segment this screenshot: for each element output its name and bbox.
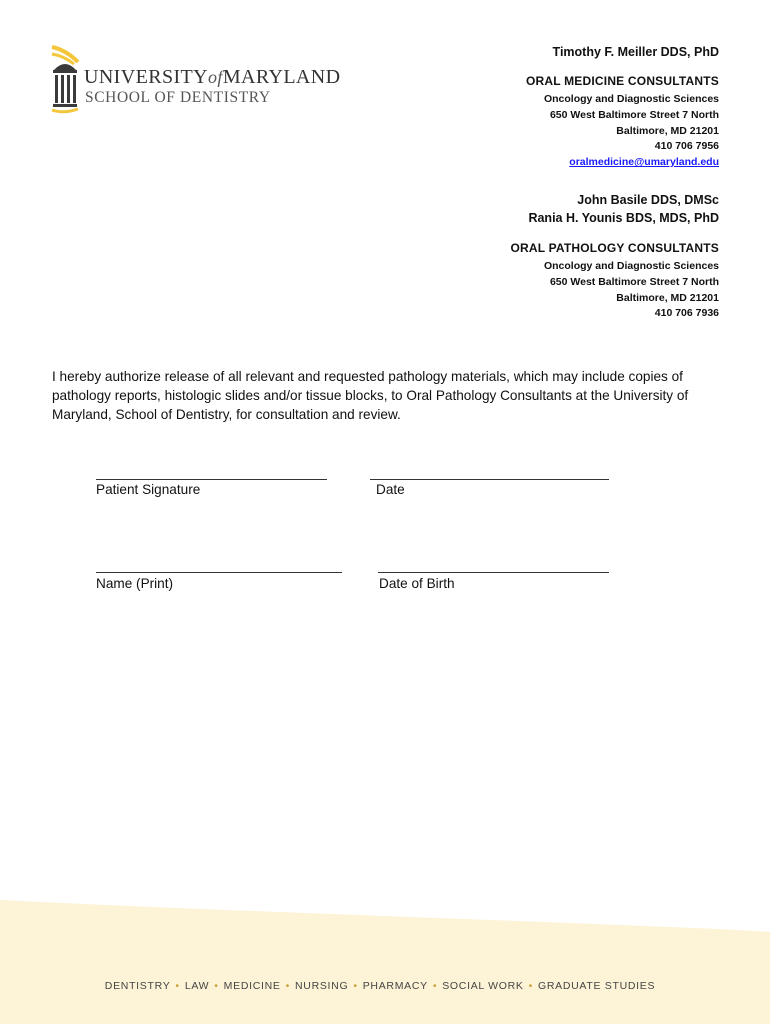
oral-pathology-city: Baltimore, MD 21201 [616, 291, 719, 304]
oral-medicine-phone: 410 706 7956 [654, 140, 719, 153]
oral-pathology-phone: 410 706 7936 [654, 307, 719, 320]
oral-medicine-email-link[interactable]: oralmedicine@umaryland.edu [569, 156, 719, 169]
footer-item-dentistry: DENTISTRY [104, 980, 171, 992]
footer-item-graduate-studies: GRADUATE STUDIES [538, 980, 656, 992]
footer-separator: • [175, 980, 180, 992]
oral-pathology-street: 650 West Baltimore Street 7 North [549, 275, 719, 288]
oral-medicine-street: 650 West Baltimore Street 7 North [549, 108, 719, 121]
logo-school-name: SCHOOL OF DENTISTRY [85, 89, 271, 106]
oral-pathology-heading: ORAL PATHOLOGY CONSULTANTS [510, 241, 719, 255]
footer-item-pharmacy: PHARMACY [362, 980, 428, 992]
date-label: Date [376, 482, 405, 497]
authorization-statement: I hereby authorize release of all relevant and requested pathology materials, which may include copies of pathology reports, histologic slides and/or tissue blocks, to Oral Pathology Consultants at the University of Maryland, School of Dentistry, for consultation and review. [52, 369, 689, 422]
name-print-label: Name (Print) [96, 576, 174, 591]
footer-separator: • [285, 980, 290, 992]
footer-separator: • [432, 980, 438, 992]
oral-pathology-department: Oncology and Diagnostic Sciences [543, 260, 719, 272]
footer-separator: • [214, 980, 219, 992]
footer-separator: • [528, 980, 534, 992]
oral-medicine-department: Oncology and Diagnostic Sciences [543, 93, 719, 105]
footer-item-law: LAW [184, 980, 210, 992]
oral-pathology-doctor-name-1: John Basile DDS, DMSc [577, 193, 719, 207]
oral-medicine-heading: ORAL MEDICINE CONSULTANTS [526, 74, 719, 88]
oral-medicine-city: Baltimore, MD 21201 [616, 124, 719, 137]
patient-signature-label: Patient Signature [96, 482, 201, 497]
footer-separator: • [353, 980, 358, 992]
footer-schools-list [0, 980, 770, 992]
date-of-birth-label: Date of Birth [379, 576, 455, 591]
footer-item-medicine: MEDICINE [223, 980, 281, 992]
footer-item-nursing: NURSING [295, 980, 349, 992]
oral-medicine-doctor-name: Timothy F. Meiller DDS, PhD [552, 45, 719, 59]
logo-university-name: UNIVERSITYofMARYLAND [84, 66, 341, 88]
oral-pathology-doctor-name-2: Rania H. Younis BDS, MDS, PhD [528, 211, 719, 225]
footer-item-social-work: SOCIAL WORK [442, 980, 524, 992]
